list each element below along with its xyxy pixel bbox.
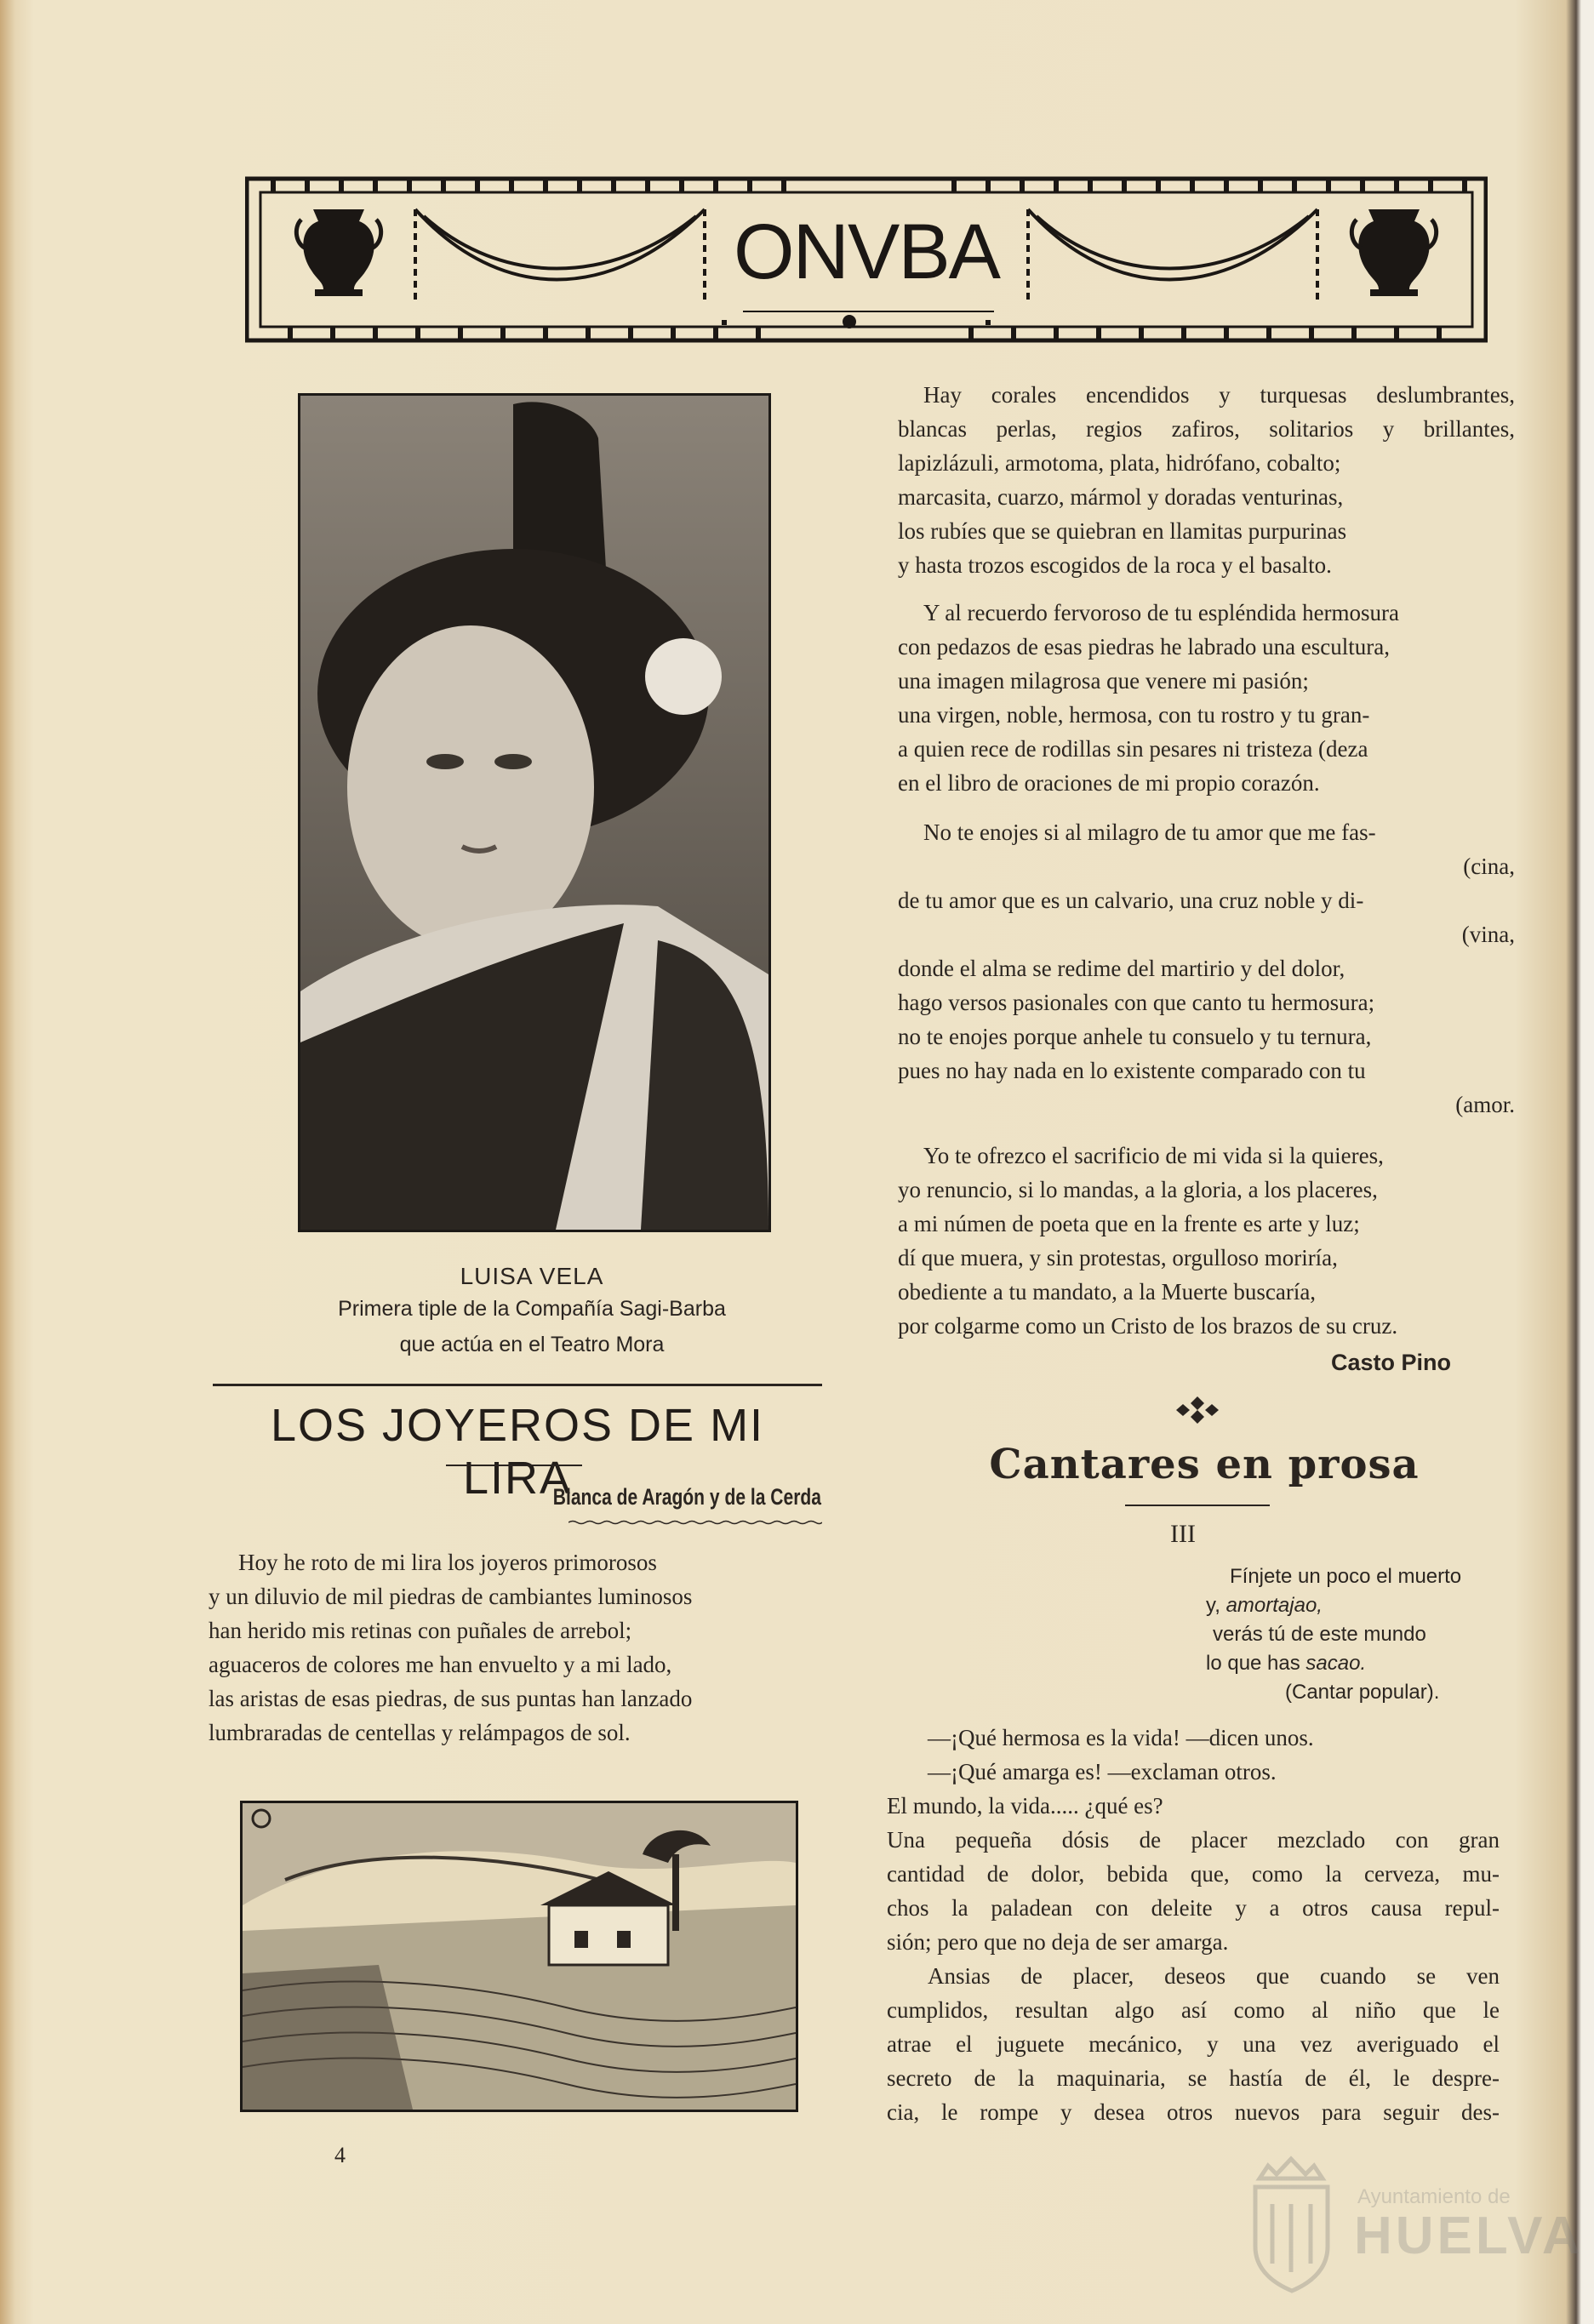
prose-line: chos la paladean con deleite y a otros causa repul- [887,1895,1500,1921]
watermark-title: HUELVA [1354,2207,1584,2265]
poem-line: con pedazos de esas piedras he labrado una escultura, [898,634,1391,660]
poem-line: a mi númen de poeta que en la frente es arte y luz; [898,1211,1360,1236]
fleuron-icon [1168,1393,1227,1427]
poem-line: Y al recuerdo fervoroso de tu espléndida hermosura [923,600,1400,625]
poem-line: obediente a tu mandato, a la Muerte buscaría, [898,1279,1317,1305]
poem-line: Yo te ofrezco el sacrificio de mi vida si la quieres, [923,1143,1384,1168]
poem-stanza [898,1139,1515,1343]
poem-line: una virgen, noble, hermosa, con tu rostro y tu gran- [898,702,1370,728]
poem-line: las aristas de esas piedras, de sus puntas han lanzado [209,1686,693,1711]
prose-line: —¡Qué hermosa es la vida! —dicen unos. [928,1725,1314,1750]
title-rule [446,1465,582,1466]
prose-line: El mundo, la vida..... ¿qué es? [887,1793,1163,1819]
poem-line: los rubíes que se quiebran en llamitas purpurinas [898,518,1347,544]
epigraph-line [1196,1649,1485,1678]
poem-line-continuation: (cina, [1463,854,1515,879]
poem-line: en el libro de oraciones de mi propio corazón. [898,770,1320,796]
section-divider [213,1384,822,1386]
epigraph-text: lo que has [1206,1652,1306,1675]
poem-stanza [898,596,1515,800]
coat-of-arms-icon [1238,2153,1345,2298]
epigraph-line [1196,1591,1485,1620]
portrait-caption-line: Primera tiple de la Compañía Sagi-Barba [338,1297,726,1321]
prose-line: sión; pero que no deja de ser amarga. [887,1929,1229,1955]
epigraph-source: (Cantar popular). [1285,1681,1440,1704]
poem-line: hago versos pasionales con que canto tu hermosura; [898,990,1375,1015]
epigraph-line: Fínjete un poco el muerto [1230,1565,1462,1588]
poem-stanza [898,815,1515,1122]
portrait-caption-line: que actúa en el Teatro Mora [399,1333,665,1356]
epigraph-italic: amortajao, [1225,1594,1323,1617]
poem-line: No te enojes si al milagro de tu amor que me fas- [923,819,1376,845]
portrait-illustration [300,396,768,1230]
poem-line: y hasta trozos escogidos de la roca y el basalto. [898,552,1332,578]
prose-line: cia, le rompe y desea otros nuevos para seguir des- [887,2099,1500,2125]
poem-author: Blanca de Aragón y de la Cerda [552,1484,821,1510]
poem-line: lumbraradas de centellas y relámpagos de sol. [209,1720,631,1745]
section-title: Cantares en prosa [989,1441,1420,1488]
poem-line: una imagen milagrosa que venere mi pasión; [898,668,1309,694]
prose-line: —¡Qué amarga es! —exclaman otros. [928,1759,1277,1784]
portrait-caption-name: LUISA VELA [460,1263,604,1289]
poem-line: Hoy he roto de mi lira los joyeros primorosos [238,1550,657,1575]
prose-line: atrae el juguete mecánico, y una vez averiguado el [887,2031,1500,2057]
epigraph-italic: sacao. [1305,1652,1367,1675]
poem-line: y un diluvio de mil piedras de cambiantes luminosos [209,1584,693,1609]
prose-line: cumplidos, resultan algo así como al niño que le [887,1997,1500,2023]
poem-stanza [209,1545,830,1750]
poem-stanza [898,378,1515,582]
poem-line: donde el alma se redime del martirio y del dolor, [898,956,1345,981]
prose-line: Una pequeña dósis de placer mezclado con gran [887,1827,1500,1853]
poem-line: blancas perlas, regios zafiros, solitarios y brillantes, [898,416,1515,442]
poem-line: de tu amor que es un calvario, una cruz noble y di- [898,888,1364,913]
epigraph-text: y, [1206,1594,1226,1617]
poem-signature: Casto Pino [1330,1350,1451,1375]
village-illustration [243,1803,796,2110]
poem-line: han herido mis retinas con puñales de arrebol; [209,1618,632,1643]
poem-line: marcasita, cuarzo, mármol y doradas venturinas, [898,484,1344,510]
archive-watermark [1238,2153,1584,2306]
watermark-text: Ayuntamiento de [1357,2185,1511,2208]
epigraph-line: verás tú de este mundo [1213,1623,1426,1646]
portrait-photo [298,393,771,1232]
poem-line-continuation: (amor. [1455,1092,1515,1117]
poem-line: aguaceros de colores me han envuelto y a mi lado, [209,1652,672,1677]
page-number: 4 [334,2143,346,2167]
poem-line: pues no hay nada en lo existente comparado con tu [898,1058,1366,1083]
poem-line: Hay corales encendidos y turquesas deslumbrantes, [923,382,1515,408]
poem-line-continuation: (vina, [1461,922,1515,947]
masthead-title: ONVBA [733,208,1000,295]
prose-line: cantidad de dolor, bebida que, como la cerveza, mu- [887,1861,1500,1887]
poem-line: yo renuncio, si lo mandas, a la gloria, a los placeres, [898,1177,1378,1202]
title-rule [1125,1505,1270,1506]
prose-line: Ansias de placer, deseos que cuando se ven [928,1963,1500,1989]
section-numeral: III [1170,1520,1196,1548]
poem-line: no te enojes porque anhele tu consuelo y tu ternura, [898,1024,1372,1049]
poem-line: lapizlázuli, armotoma, plata, hidrófano, cobalto; [898,450,1341,476]
author-wavy-underline [568,1520,822,1525]
landscape-engraving [240,1801,798,2112]
prose-line: secreto de la maquinaria, se hastía de él, le despre- [887,2065,1500,2091]
poem-line: a quien rece de rodillas sin pesares ni tristeza (deza [898,736,1368,762]
epigraph [1196,1562,1485,1707]
poem-title: LOS JOYEROS DE MI LIRA [270,1400,765,1504]
masthead-banner [245,175,1488,345]
poem-line: por colgarme como un Cristo de los brazos de su cruz. [898,1313,1398,1339]
poem-line: dí que muera, y sin protestas, orgulloso moriría, [898,1245,1338,1270]
prose-body [887,1721,1500,2129]
